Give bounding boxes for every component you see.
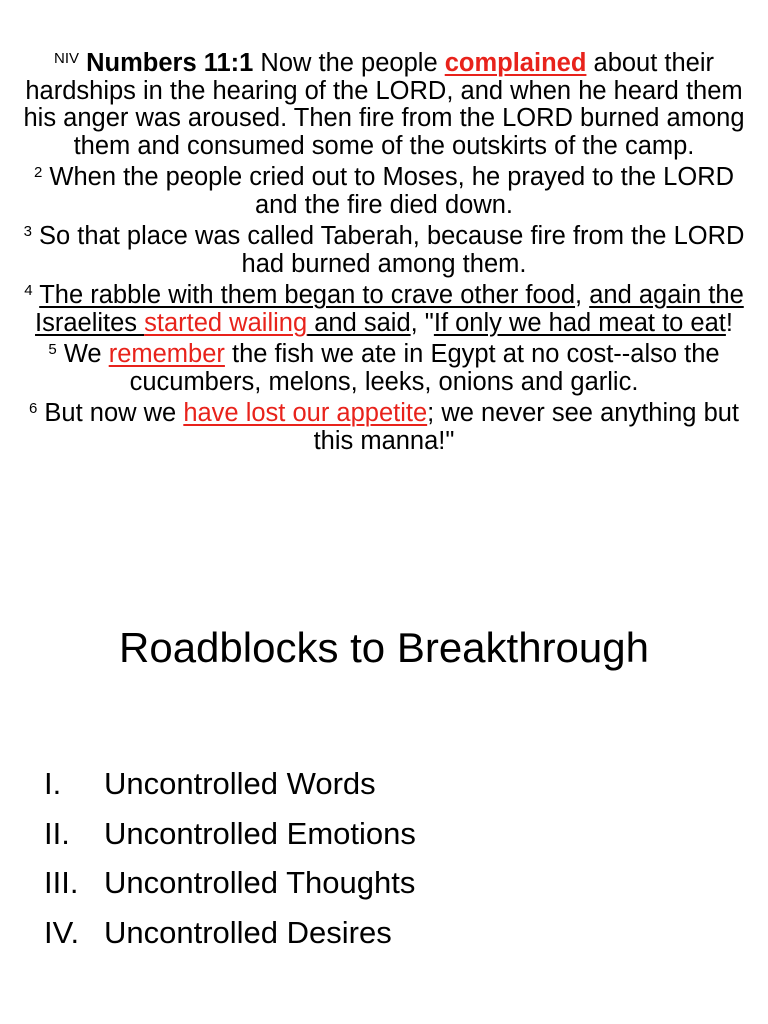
verse-6-text-b: ; we never see anything but this manna!"	[313, 399, 740, 455]
list-item	[44, 814, 416, 864]
verse-3	[18, 223, 750, 278]
underline-meat-to-eat: If only we had meat to eat	[433, 308, 726, 337]
highlight-lost-appetite: have lost our appetite	[183, 399, 428, 427]
list-numeral: III.	[44, 865, 79, 900]
verse-4-comma: ,	[575, 281, 590, 309]
verse-6	[18, 400, 750, 455]
verse-2	[18, 164, 750, 219]
highlight-remember: remember	[108, 340, 225, 368]
verse-5-text-a: We	[56, 340, 109, 368]
underline-israelites-b: and said	[307, 308, 411, 337]
verse-4	[18, 282, 750, 337]
verse-2-text: When the people cried out to Moses, he prayed to the LORD and the fire died down.	[42, 163, 735, 219]
list-item	[44, 913, 416, 963]
verse-number: 5	[48, 341, 57, 358]
verse-1-text-b: about their hardships in the hearing of the LORD, and when he heard them his anger was aroused. Then fire from the LORD burned among them and consumed some of the outskirts of the camp.	[23, 49, 745, 160]
list-numeral: IV.	[44, 914, 80, 950]
roadblocks-list	[44, 764, 416, 962]
scripture-reference: Numbers 11:1	[86, 49, 254, 77]
list-numeral: I.	[44, 766, 62, 801]
verse-number: 4	[24, 282, 33, 299]
slide-title: Roadblocks to Breakthrough	[119, 624, 649, 671]
scripture-passage	[18, 50, 750, 459]
list-item-text: Uncontrolled Thoughts	[104, 865, 416, 900]
verse-5	[18, 341, 750, 396]
verse-4-quote: , "	[410, 308, 434, 337]
verse-6-text-a: But now we	[37, 399, 184, 427]
list-item	[44, 764, 416, 814]
verse-4-end: !	[725, 308, 733, 337]
highlight-complained: complained	[444, 49, 587, 77]
verse-1-text-a: Now the people	[253, 49, 445, 77]
highlight-started-wailing: started wailing	[144, 308, 308, 337]
list-numeral: II.	[44, 815, 70, 851]
underline-crave-food: The rabble with them began to crave other food	[39, 281, 576, 309]
list-item-text: Uncontrolled Emotions	[104, 815, 416, 851]
version-label: NIV	[53, 50, 79, 67]
verse-5-text-b: the fish we ate in Egypt at no cost--also the cucumbers, melons, leeks, onions and garlic.	[129, 340, 720, 396]
verse-3-text: So that place was called Taberah, because fire from the LORD had burned among them.	[31, 222, 745, 278]
list-item-text: Uncontrolled Desires	[104, 914, 392, 950]
underline-israelites-a: and again the Israelites	[35, 281, 744, 337]
verse-1	[18, 50, 750, 160]
verse-number: 6	[28, 400, 38, 417]
verse-number: 3	[23, 223, 32, 240]
list-item	[44, 863, 416, 913]
verse-number: 2	[33, 164, 43, 181]
list-item-text: Uncontrolled Words	[104, 766, 376, 801]
